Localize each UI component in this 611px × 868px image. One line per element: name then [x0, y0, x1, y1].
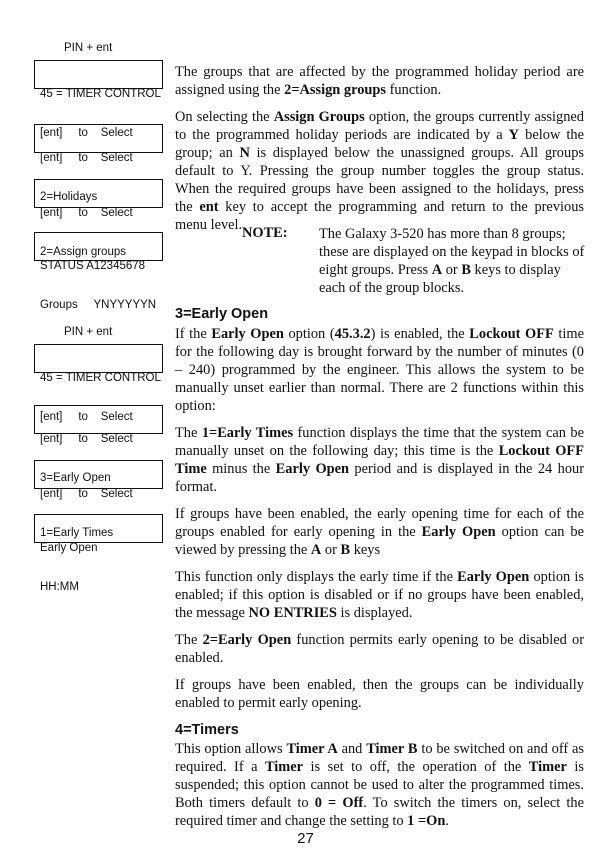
bold-text: Early Open: [275, 461, 350, 477]
display-line-2: 1=Early Times: [40, 527, 114, 539]
bold-text: 45.3.2: [334, 326, 371, 342]
text: option is enabled; if this option is disabled or if no groups have been enabled, the message: [175, 569, 585, 621]
bold-text: B: [340, 542, 351, 558]
bold-text: 2=Assign groups: [284, 82, 387, 98]
text-block-top: [175, 63, 584, 234]
bold-text: N: [239, 145, 250, 161]
text: option, the groups currently assigned to the programmed holiday periods are indicated by a: [175, 109, 585, 143]
text: This function only displays the early time if the: [175, 569, 458, 585]
text: If groups have been enabled, the early opening time for each of the groups enabled for early opening in the: [175, 506, 584, 540]
paragraph-early-times: [175, 424, 584, 496]
keypad-display: [34, 60, 163, 139]
keypad-display: [34, 344, 163, 423]
paragraph-assign-groups-detail: [175, 108, 584, 234]
display-line-2: Groups YNYYYYYN: [40, 299, 157, 311]
display-line-1: [ent] to Select: [40, 488, 133, 500]
bold-text: 1=Early Times: [201, 425, 294, 441]
bold-text: Timer: [264, 759, 304, 775]
text: is displayed below the unassigned groups. All groups default to Y. Pressing the group number toggles the group status. When the required groups have been assigned to the holidays, press the: [175, 145, 584, 215]
text: keys: [350, 542, 381, 558]
text: If groups have been enabled, then the groups can be individually enabled to permit early opening.: [175, 677, 584, 711]
keypad-display: [34, 179, 163, 258]
text: keys to display each of the group blocks.: [319, 262, 561, 296]
text: On selecting the: [175, 109, 274, 125]
keypad-display: [34, 514, 163, 593]
text: The: [175, 425, 202, 441]
paragraph-early-open-function: [175, 631, 584, 667]
bold-text: 2=Early Open: [202, 632, 292, 648]
section-heading: 3=Early Open: [175, 306, 269, 322]
bold-text: Timer B: [366, 741, 418, 757]
text: The groups that are affected by the programmed holiday period are assigned using the: [175, 64, 584, 98]
text: ) is enabled, the: [370, 326, 470, 342]
display-line-1: [ent] to Select: [40, 207, 133, 219]
paragraph-no-entries: [175, 568, 584, 622]
display-line-1: [ent] to Select: [40, 152, 133, 164]
bold-text: Timer A: [286, 741, 338, 757]
note-label: NOTE:: [242, 225, 288, 241]
text: This option allows: [175, 741, 287, 757]
bold-text: 0 = Off: [314, 795, 364, 811]
keypad-display: [34, 460, 163, 539]
bold-text: Early Open: [211, 326, 284, 342]
bold-text: Early Open: [421, 524, 496, 540]
keypad-display: [34, 124, 163, 203]
text: period and is displayed in the 24 hour format.: [175, 461, 585, 495]
note-text: [319, 225, 585, 297]
paragraph-individual-enable: [175, 676, 584, 712]
bold-text: Early Open: [457, 569, 530, 585]
text: function.: [386, 82, 442, 98]
pin-ent-label: PIN + ent: [64, 326, 113, 338]
paragraph-early-open-intro: [175, 325, 584, 415]
display-line-1: 45 = TIMER CONTROL: [40, 372, 161, 384]
bold-text: Lockout OFF Time: [175, 443, 584, 477]
pin-ent-label: PIN + ent: [64, 42, 113, 54]
text: option (: [283, 326, 335, 342]
text: is set to off, the operation of the: [303, 759, 529, 775]
keypad-display: [34, 405, 163, 484]
paragraph-assign-groups: [175, 63, 584, 99]
bold-text: 1 =On: [407, 813, 446, 829]
text: and: [337, 741, 367, 757]
display-line-2: [ent] to Select: [40, 411, 133, 423]
paragraph-groups-enabled: [175, 505, 584, 559]
display-line-1: Early Open: [40, 542, 98, 554]
text: function permits early opening to be disabled or enabled.: [175, 632, 584, 666]
text: below the group; an: [175, 127, 584, 161]
display-line-2: 2=Holidays: [40, 191, 98, 203]
display-line-2: 3=Early Open: [40, 472, 111, 484]
bold-text: Timer: [528, 759, 567, 775]
bold-text: B: [461, 262, 471, 278]
bold-text: NO ENTRIES: [248, 605, 337, 621]
display-line-1: STATUS A12345678: [40, 260, 146, 272]
text: or: [442, 262, 462, 278]
bold-text: ent: [199, 199, 219, 215]
text: or: [321, 542, 341, 558]
text: is displayed.: [336, 605, 413, 621]
text: time for the following day is brought forward by the number of minutes (0 – 240) programmed by the engineer. This allows the system to be manually unset earlier than normal. There are 2 functions within this option:: [175, 326, 584, 414]
display-line-1: 45 = TIMER CONTROL: [40, 88, 161, 100]
page-number: 27: [297, 830, 314, 847]
bold-text: A: [310, 542, 322, 558]
section-heading: 4=Timers: [175, 722, 239, 738]
display-line-2: 2=Assign groups: [40, 246, 126, 258]
text: If the: [175, 326, 212, 342]
section-early-open: [175, 305, 584, 830]
text: . To switch the timers on, select the required timer and change the setting to: [175, 795, 584, 829]
bold-text: Lockout OFF: [469, 326, 554, 342]
text: The: [175, 632, 203, 648]
text: option can be viewed by pressing the: [175, 524, 585, 558]
text: minus the: [206, 461, 276, 477]
keypad-display: [34, 232, 163, 311]
bold-text: Y: [508, 127, 520, 143]
bold-text: A: [431, 262, 443, 278]
text: key to accept the programming and return to the previous menu level.: [175, 199, 584, 233]
bold-text: Assign Groups: [273, 109, 365, 125]
display-line-2: HH:MM: [40, 581, 79, 593]
text: The Galaxy 3-520 has more than 8 groups; these are displayed on the keypad in blocks of eight groups. Press: [319, 226, 585, 278]
text: is suspended; this option cannot be used to alter the programmed times. Both timers default to: [175, 759, 584, 811]
text: function displays the time that the system can be manually unset on the following day; this time is the: [175, 425, 584, 459]
text: .: [445, 813, 449, 829]
text: to be switched on and off as required. If a: [175, 741, 584, 775]
display-line-1: [ent] to Select: [40, 433, 133, 445]
display-line-2: [ent] to Select: [40, 127, 133, 139]
paragraph-timers: [175, 740, 584, 830]
